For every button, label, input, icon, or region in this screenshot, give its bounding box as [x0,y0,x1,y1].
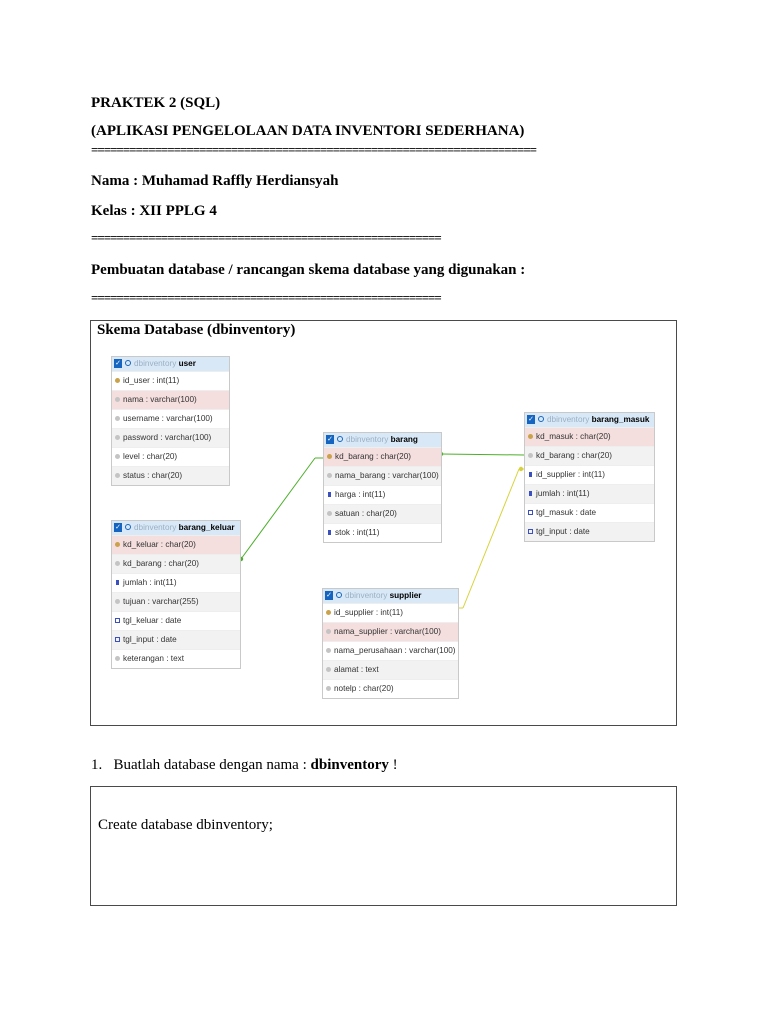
section-heading: Pembuatan database / rancangan skema database yang digunakan : [91,262,526,278]
column-row[interactable] [112,390,229,409]
column-row[interactable] [525,522,654,541]
column-label: nama_barang : varchar(100) [335,471,439,480]
field-icon [115,397,120,402]
column-row[interactable] [323,660,458,679]
column-row[interactable] [112,649,240,668]
question-number: 1. [91,757,103,773]
column-row[interactable] [323,622,458,641]
column-label: username : varchar(100) [123,414,213,423]
field-icon [115,561,120,566]
field-icon [528,453,533,458]
column-label: kd_masuk : char(20) [536,432,611,441]
column-row[interactable] [324,485,441,504]
column-label: id_supplier : int(11) [334,608,404,617]
question-db-name: dbinventory [310,757,389,773]
table-barang-keluar[interactable] [111,520,241,669]
column-label: keterangan : text [123,654,184,663]
column-label: kd_barang : char(20) [335,452,412,461]
column-row[interactable] [112,447,229,466]
field-icon [115,473,120,478]
column-label: alamat : text [334,665,379,674]
column-label: nama_supplier : varchar(100) [334,627,441,636]
key-icon [115,378,120,383]
database-label: dbinventory [134,523,177,532]
date-icon [115,637,120,642]
field-icon [326,667,331,672]
table-name: user [178,359,196,368]
column-label: kd_barang : char(20) [536,451,613,460]
question-1 [91,757,398,774]
column-label: tgl_input : date [536,527,590,536]
checkbox-icon: ✓ [115,360,121,367]
table-name: barang_keluar [178,523,235,532]
column-label: id_supplier : int(11) [536,470,606,479]
column-row[interactable] [112,611,240,630]
column-label: harga : int(11) [335,490,386,499]
column-label: nama : varchar(100) [123,395,197,404]
separator-1: ======================================================= [91,230,441,245]
answer-text: Create database dbinventory; [98,817,273,833]
column-row[interactable] [324,466,441,485]
column-label: id_user : int(11) [123,376,180,385]
page-subtitle: (APLIKASI PENGELOLAAN DATA INVENTORI SEDERHANA) [91,123,525,139]
separator-2: ======================================================= [91,290,441,305]
column-row[interactable] [112,554,240,573]
table-barang-masuk[interactable] [524,412,655,542]
table-name: barang_masuk [591,415,650,424]
column-row[interactable] [112,535,240,554]
column-label: jumlah : int(11) [123,578,177,587]
date-icon [528,529,533,534]
field-icon [326,686,331,691]
column-label: kd_keluar : char(20) [123,540,196,549]
column-row[interactable] [324,447,441,466]
column-row[interactable] [112,409,229,428]
options-icon [336,592,342,598]
key-icon [115,542,120,547]
number-icon [328,530,331,535]
column-row[interactable] [112,573,240,592]
student-class: Kelas : XII PPLG 4 [91,203,217,219]
separator-long: ====================================================================== [91,142,537,157]
database-label: dbinventory [547,415,590,424]
column-label: stok : int(11) [335,528,380,537]
column-label: status : char(20) [123,471,183,480]
column-row[interactable] [112,592,240,611]
column-row[interactable] [525,427,654,446]
column-row[interactable] [525,484,654,503]
field-icon [326,648,331,653]
column-label: tgl_keluar : date [123,616,182,625]
number-icon [116,580,119,585]
database-label: dbinventory [346,435,389,444]
table-name: barang [390,435,418,444]
column-label: nama_perusahaan : varchar(100) [334,646,456,655]
column-row[interactable] [525,503,654,522]
field-icon [115,435,120,440]
page-title: PRAKTEK 2 (SQL) [91,95,221,111]
column-row[interactable] [525,446,654,465]
question-suffix: ! [388,757,398,773]
column-row[interactable] [324,504,441,523]
checkbox-icon: ✓ [528,416,534,423]
field-icon [115,416,120,421]
table-header [323,589,458,603]
relation-keluar-barang [241,458,315,559]
options-icon [538,416,544,422]
checkbox-icon: ✓ [326,592,332,599]
date-icon [528,510,533,515]
table-user[interactable] [111,356,230,486]
field-icon [115,454,120,459]
field-icon [326,629,331,634]
table-barang[interactable] [323,432,442,543]
column-label: satuan : char(20) [335,509,397,518]
key-icon [326,610,331,615]
column-row[interactable] [112,371,229,390]
options-icon [125,360,131,366]
key-icon [528,434,533,439]
column-row[interactable] [112,466,229,485]
question-text: Buatlah database dengan nama : [113,757,311,773]
date-icon [115,618,120,623]
table-header [324,433,441,447]
column-row[interactable] [323,603,458,622]
column-label: notelp : char(20) [334,684,394,693]
column-label: kd_barang : char(20) [123,559,200,568]
student-name: Nama : Muhamad Raffly Herdiansyah [91,173,339,189]
relation-masuk-barang [441,454,524,455]
table-header [112,521,240,535]
answer-box [90,786,677,906]
relation-masuk-supplier [463,469,519,608]
number-icon [529,472,532,477]
field-icon [327,473,332,478]
column-label: password : varchar(100) [123,433,212,442]
column-row[interactable] [324,523,441,542]
schema-diagram-box [90,320,677,726]
column-label: tgl_masuk : date [536,508,597,517]
column-label: level : char(20) [123,452,178,461]
field-icon [115,599,120,604]
table-header [112,357,229,371]
column-row[interactable] [112,428,229,447]
column-label: jumlah : int(11) [536,489,590,498]
schema-title: Skema Database (dbinventory) [97,322,296,338]
table-supplier[interactable] [322,588,459,699]
checkbox-icon: ✓ [115,524,121,531]
field-icon [327,511,332,516]
table-name: supplier [389,591,422,600]
column-row[interactable] [323,641,458,660]
column-row[interactable] [112,630,240,649]
number-icon [529,491,532,496]
key-icon [327,454,332,459]
database-label: dbinventory [134,359,177,368]
database-label: dbinventory [345,591,388,600]
field-icon [115,656,120,661]
column-label: tgl_input : date [123,635,177,644]
table-header [525,413,654,427]
relation-anchor-dot [519,467,523,471]
checkbox-icon: ✓ [327,436,333,443]
options-icon [337,436,343,442]
column-row[interactable] [323,679,458,698]
number-icon [328,492,331,497]
options-icon [125,524,131,530]
column-label: tujuan : varchar(255) [123,597,199,606]
column-row[interactable] [525,465,654,484]
